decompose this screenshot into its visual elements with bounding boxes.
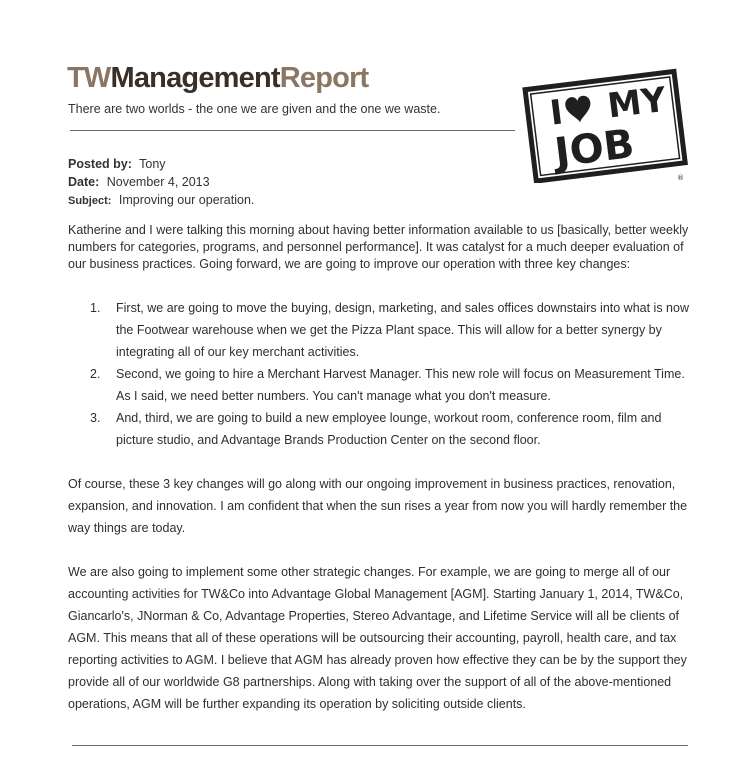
header-divider xyxy=(70,130,515,131)
post-metadata xyxy=(68,155,254,210)
logo-text-job: JOB xyxy=(552,121,637,177)
subject-value: Improving our operation. xyxy=(118,193,255,207)
subject-label: Subject: xyxy=(68,195,112,207)
list-item xyxy=(68,297,693,363)
i-love-my-job-logo xyxy=(522,68,692,183)
posted-by-value: Tony xyxy=(139,157,166,171)
list-item-text: Second, we going to hire a Merchant Harvest Manager. This new role will focus on Measurement Time. As I said, we need better numbers. You can't manage what you don't measure. xyxy=(116,367,685,403)
list-item-number: 1. xyxy=(90,301,101,315)
posted-by-row xyxy=(68,155,254,173)
brand-tw: TW xyxy=(67,62,111,94)
brand-report: Report xyxy=(279,62,369,94)
list-item-text: First, we are going to move the buying, design, marketing, and sales offices downstairs into what is now the Footwear warehouse when we get the Pizza Plant space. This will allow for a better synergy by integrating all of our key merchant activities. xyxy=(116,301,689,359)
list-item xyxy=(68,407,693,451)
registered-mark: ® xyxy=(677,174,684,182)
list-item xyxy=(68,363,693,407)
key-changes-list xyxy=(68,297,693,451)
strategic-changes-paragraph: We are also going to implement some other strategic changes. For example, we are going to merge all of our accounting activities for TW&Co into Advantage Global Management [AGM]. Starting January 1, 2014, TW&Co, Giancarlo's, JNorman & Co, Advantage Properties, Stereo Advantage, and Lifetime Service will all be clients of AGM. This means that all of these operations will be outsourcing their accounting, payroll, health care, and tax reporting activities to AGM. I believe that AGM has already proven how effective they can be by the support they provide all of our worldwide G8 partnerships. Along with taking over the support of all of the above-mentioned operations, AGM will be further expanding its operation by soliciting outside clients. xyxy=(68,565,687,711)
date-row xyxy=(68,173,254,191)
date-value: November 4, 2013 xyxy=(106,175,210,189)
tagline: There are two worlds - the one we are given and the one we waste. xyxy=(68,102,441,116)
list-item-number: 3. xyxy=(90,411,101,425)
heart-icon xyxy=(564,95,592,124)
report-title xyxy=(67,60,368,96)
logo-text-my: MY xyxy=(605,79,669,127)
posted-by-label: Posted by: xyxy=(68,157,132,171)
intro-paragraph: Katherine and I were talking this morning about having better information available to us [basically, better weekly numbers for categories, programs, and personnel performance]. It was catalyst for a much deeper evaluation of our business practices. Going forward, we are going to improve our operation with three key changes: xyxy=(68,223,689,271)
list-item-number: 2. xyxy=(90,367,101,381)
brand-management: Management xyxy=(110,62,280,94)
date-label: Date: xyxy=(68,175,100,189)
logo-text-i: I xyxy=(547,92,566,134)
list-item-text: And, third, we are going to build a new employee lounge, workout room, conference room, film and picture studio, and Advantage Brands Production Center on the second floor. xyxy=(116,411,662,447)
footer-divider xyxy=(72,745,688,746)
confidence-paragraph: Of course, these 3 key changes will go along with our ongoing improvement in business practices, renovation, expansion, and innovation. I am confident that when the sun rises a year from now you will hardly remember the way things are today. xyxy=(68,477,688,535)
subject-row xyxy=(68,191,254,210)
